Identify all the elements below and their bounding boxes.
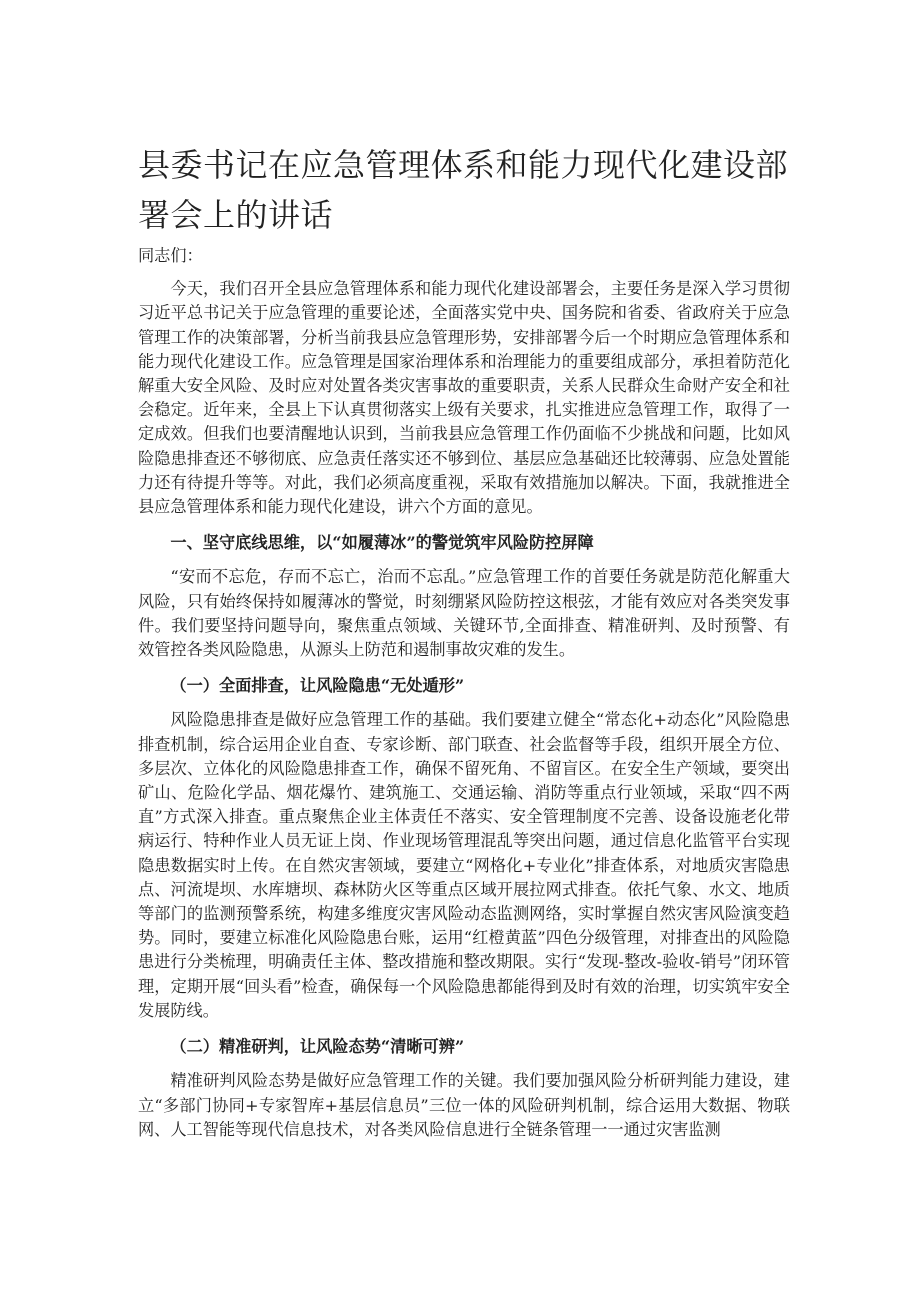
section-1-heading: 一、坚守底线思维，以“如履薄冰”的警觉筑牢风险防控屏障: [170, 533, 594, 553]
section-1-paragraph: “安而不忘危，存而不忘亡，治而不忘乱。”应急管理工作的首要任务就是防范化解重大风险，只有始终保持如履薄冰的警觉，时刻绷紧风险防控这根弦，才能有效应对各类突发事件。我们要坚持问题导向，聚焦重点领域、关键环节,全面排查、精准研判、及时预警、有效管控各类风险隐患，从源头上防范和遏制事故灾难的发生。: [138, 567, 790, 660]
subsection-2-paragraph: 精准研判风险态势是做好应急管理工作的关键。我们要加强风险分析研判能力建设，建立“多部门协同+专家智库+基层信息员”三位一体的风险研判机制，综合运用大数据、物联网、人工智能等现代信息技术，对各类风险信息进行全链条管理一一通过灾害监测: [138, 1071, 790, 1139]
intro-paragraph: 今天，我们召开全县应急管理体系和能力现代化建设部署会，主要任务是深入学习贯彻习近平总书记关于应急管理的重要论述，全面落实党中央、国务院和省委、省政府关于应急管理工作的决策部署，分析当前我县应急管理形势，安排部署今后一个时期应急管理体系和能力现代化建设工作。应急管理是国家治理体系和治理能力的重要组成部分，承担着防范化解重大安全风险、及时应对处置各类灾害事故的重要职责，关系人民群众生命财产安全和社会稳定。近年来，全县上下认真贯彻落实上级有关要求，扎实推进应急管理工作，取得了一定成效。但我们也要清醒地认识到，当前我县应急管理工作仍面临不少挑战和问题，比如风险隐患排查还不够彻底、应急责任落实还不够到位、基层应急基础还比较薄弱、应急处置能力还有待提升等等。对此，我们必须高度重视，采取有效措施加以解决。下面，我就推进全县应急管理体系和能力现代化建设，讲六个方面的意见。: [138, 279, 790, 517]
document-title: 县委书记在应急管理体系和能力现代化建设部署会上的讲话: [138, 146, 789, 234]
subsection-2-heading: （二）精准研判，让风险态势“清晰可辨”: [170, 1037, 465, 1057]
salutation: 同志们：: [138, 246, 203, 265]
document-body: [138, 244, 790, 1142]
subsection-1-heading: （一）全面排查，让风险隐患“无处遁形”: [170, 676, 465, 696]
subsection-1-paragraph: 风险隐患排查是做好应急管理工作的基础。我们要建立健全“常态化+动态化”风险隐患排查机制，综合运用企业自查、专家诊断、部门联查、社会监督等手段，组织开展全方位、多层次、立体化的风险隐患排查工作，确保不留死角、不留盲区。在安全生产领域，要突出矿山、危险化学品、烟花爆竹、建筑施工、交通运输、消防等重点行业领域，采取“四不两直”方式深入排查。重点聚焦企业主体责任不落实、安全管理制度不完善、设备设施老化带病运行、特种作业人员无证上岗、作业现场管理混乱等突出问题，通过信息化监管平台实现隐患数据实时上传。在自然灾害领域，要建立“网格化+专业化”排查体系，对地质灾害隐患点、河流堤坝、水库塘坝、森林防火区等重点区域开展拉网式排查。依托气象、水文、地质等部门的监测预警系统，构建多维度灾害风险动态监测网络，实时掌握自然灾害风险演变趋势。同时，要建立标准化风险隐患台账，运用“红橙黄蓝”四色分级管理，对排查出的风险隐患进行分类梳理，明确责任主体、整改措施和整改期限。实行“发现-整改-验收-销号”闭环管理，定期开展“回头看”检查，确保每一个风险隐患都能得到及时有效的治理，切实筑牢安全发展防线。: [138, 710, 790, 1020]
